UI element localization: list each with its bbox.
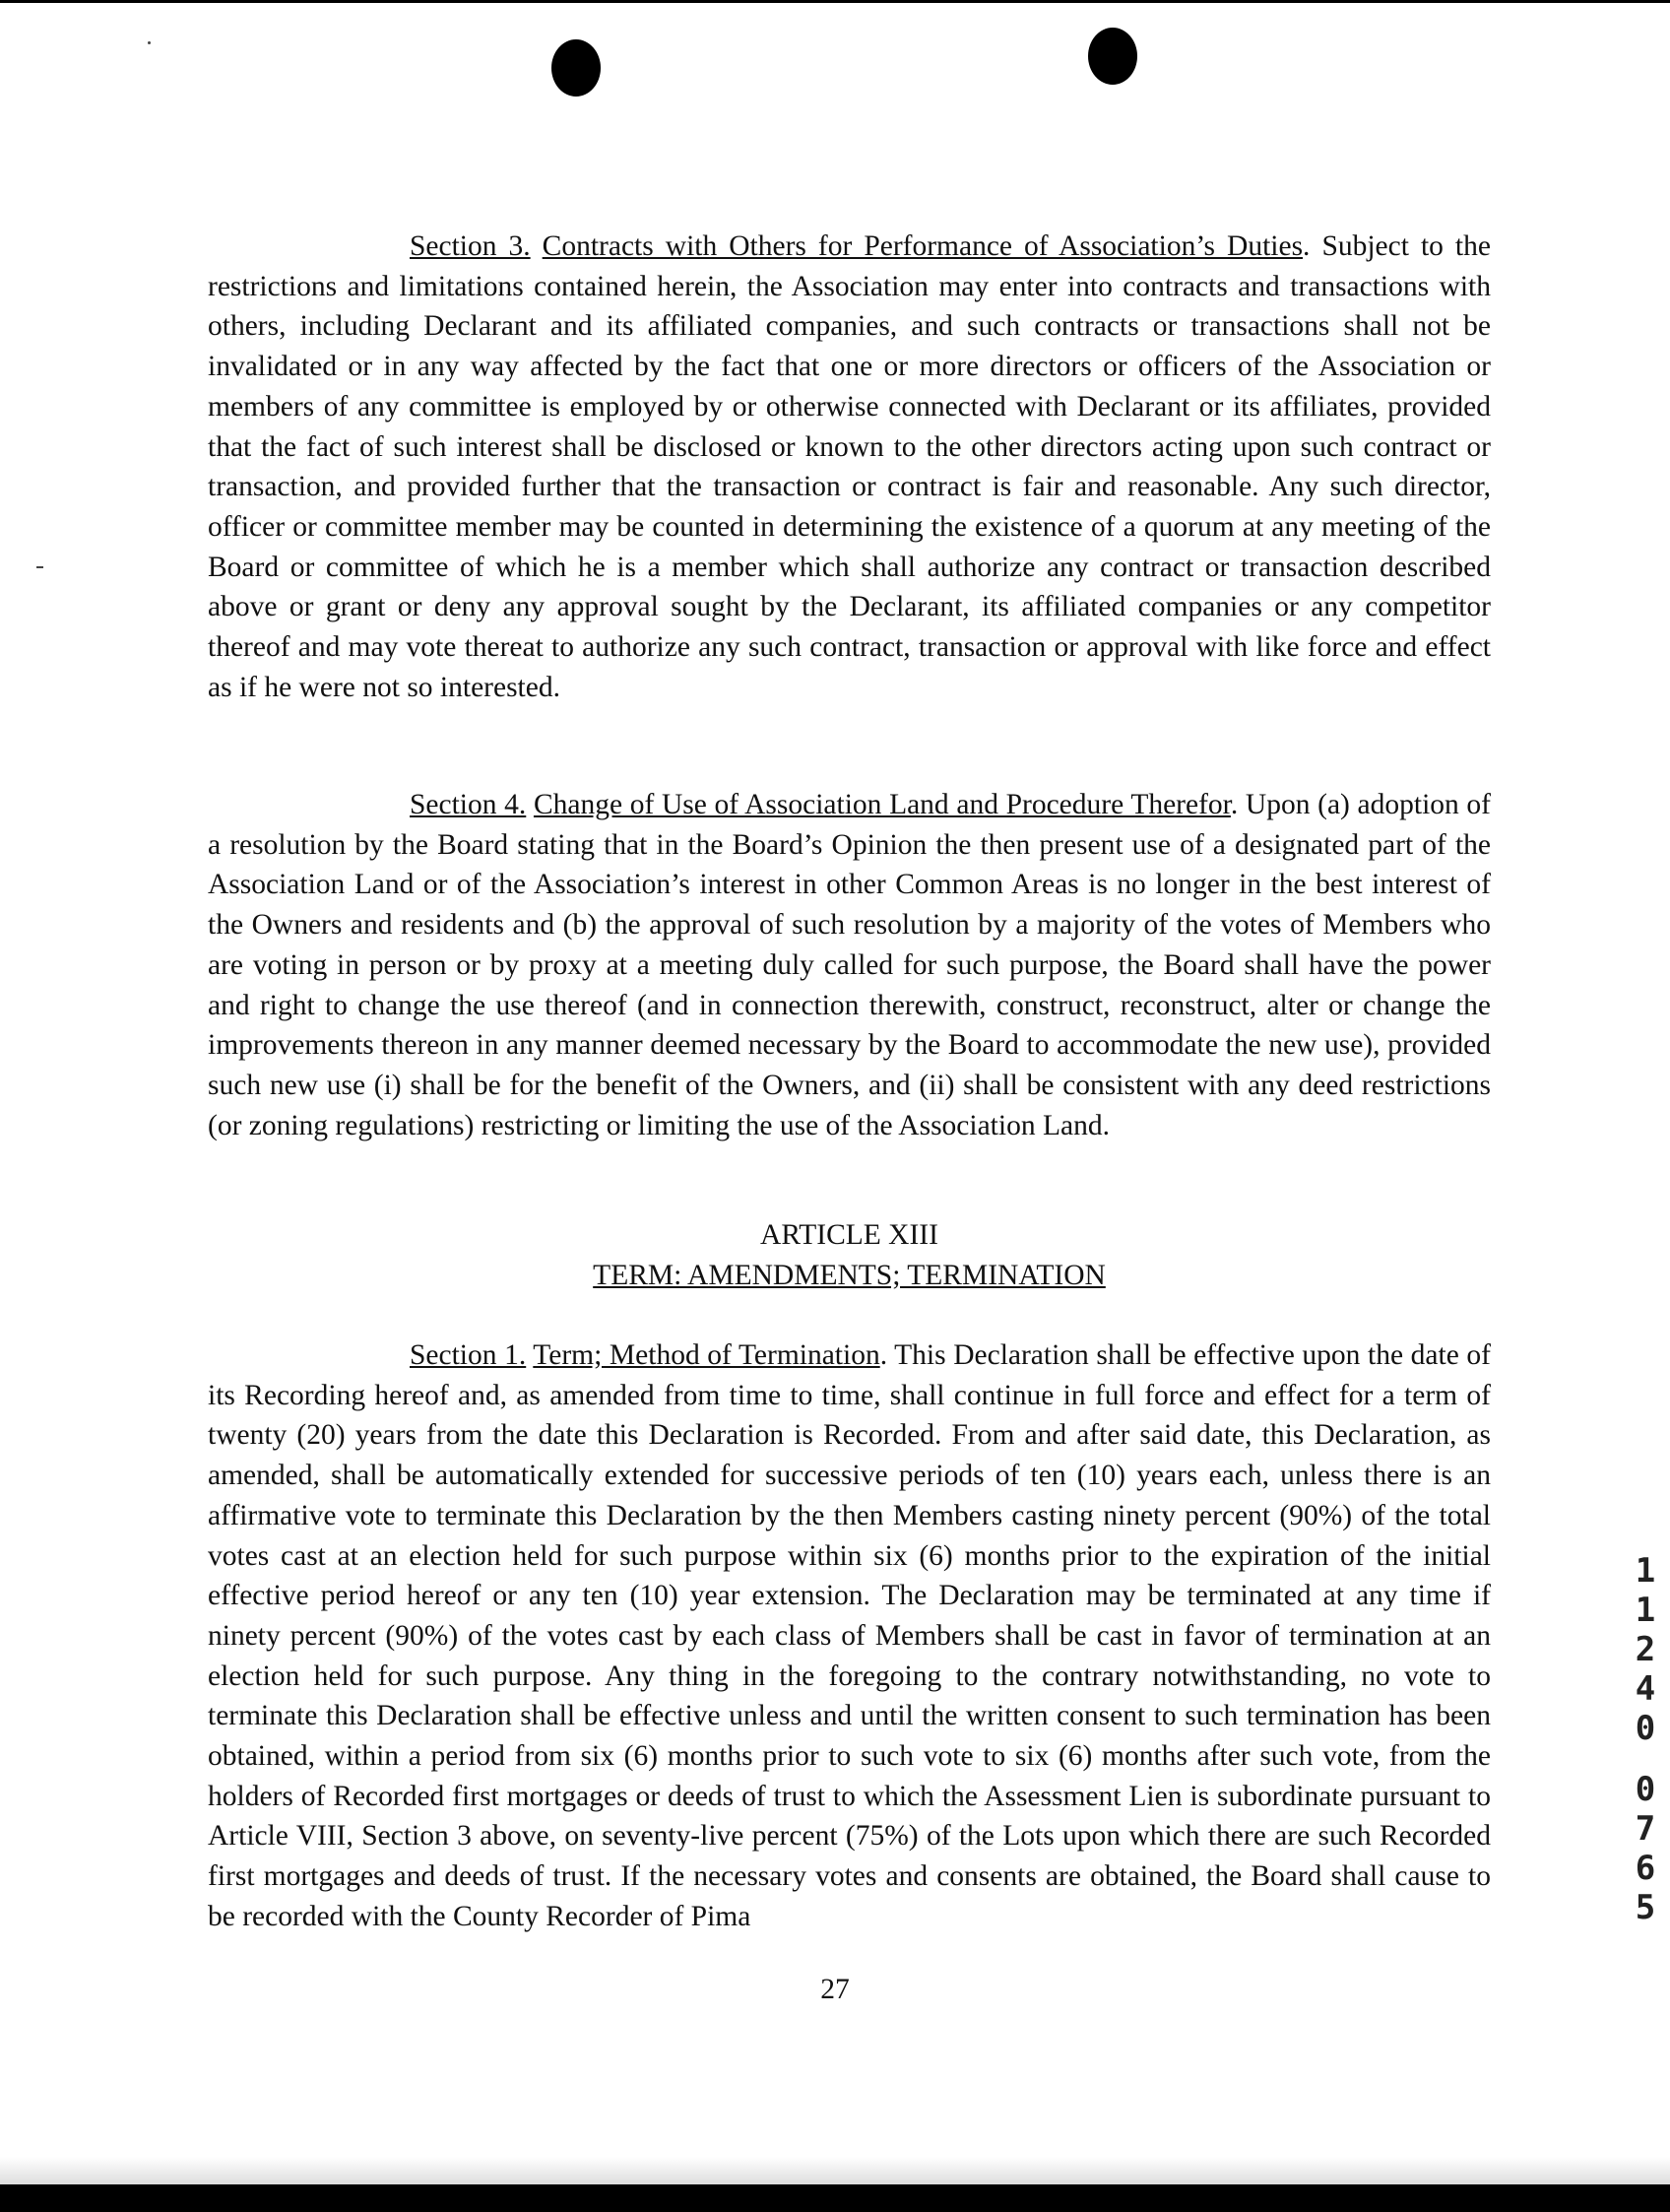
section-4-title: Change of Use of Association Land and Procedure Therefor [533, 789, 1231, 820]
docket-digit: 0 [1635, 1709, 1656, 1748]
scan-bottom-shadow [0, 2157, 1670, 2184]
page-digit: 7 [1635, 1809, 1656, 1849]
article-number: ARTICLE XIII [760, 1219, 938, 1251]
section-3-title: Contracts with Others for Performance of Association’s Duties [542, 230, 1304, 262]
section-1-paragraph [208, 1335, 1491, 1937]
article-heading [208, 1215, 1491, 1295]
scan-bottom-bar [0, 2184, 1670, 2212]
page-digit: 5 [1635, 1888, 1656, 1927]
section-4-paragraph [208, 785, 1491, 1145]
docket-digit: 1 [1635, 1591, 1656, 1630]
page-digit: 0 [1635, 1770, 1656, 1809]
section-1-text: . This Declaration shall be effective upon the date of its Recording hereof and, as amended from time to time, shall continue in full force and effect for a term of twenty (20) years from the date this Declaration is Recorded. From and after said date, this Declaration, as amended, shall be automatically extended for successive periods of ten (10) years each, unless there is an affirmative vote to terminate this Declaration by the then Members casting ninety percent (90%) of the total votes cast at an election held for such purpose within six (6) months prior to the expiration of the initial effective period hereof or any ten (10) year extension. The Declaration may be terminated at any time if ninety percent (90%) of the votes cast by each class of Members shall be cast in favor of termination at an election held for such purpose. Any thing in the foregoing to the contrary notwithstanding, no vote to terminate this Declaration shall be effective unless and until the written consent to such termination has been obtained, within a period from six (6) months prior to such vote to six (6) months after such vote, from the holders of Recorded first mortgages or deeds of trust to which the Assessment Lien is subordinate pursuant to Article VIII, Section 3 above, on seventy-live percent (75%) of the Lots upon which there are such Recorded first mortgages and deeds of trust. If the necessary votes and consents are obtained, the Board shall cause to be recorded with the County Recorder of Pima [208, 1339, 1491, 1932]
section-4-number: Section 4. [410, 789, 527, 820]
scan-speck [36, 566, 43, 568]
section-4-text: . Upon (a) adoption of a resolution by the Board stating that in the Board’s Opinion the then present use of a designated part of the Association Land or of the Association’s interest in other Common Areas is no longer in the best interest of the Owners and residents and (b) the approval of such resolution by a majority of the votes of Members who are voting in person or by proxy at a meeting duly called for such purpose, the Board shall have the power and right to change the use thereof (and in connection therewith, construct, reconstruct, alter or change the improvements thereon in any manner deemed necessary by the Board to accommodate the new use), provided such new use (i) shall be for the benefit of the Owners, and (ii) shall be consistent with any deed restrictions (or zoning regulations) restricting or limiting the use of the Association Land. [208, 789, 1492, 1141]
article-title: TERM: AMENDMENTS; TERMINATION [593, 1259, 1106, 1291]
top-edge-rule [0, 0, 1670, 3]
docket-digit: 2 [1635, 1630, 1656, 1669]
docket-digit: 1 [1635, 1551, 1656, 1591]
page-digit: 6 [1635, 1849, 1656, 1888]
punch-hole-left [551, 39, 601, 97]
scan-speck [148, 41, 151, 44]
punch-hole-right [1088, 28, 1137, 85]
section-3-number: Section 3. [410, 230, 531, 262]
section-1-number: Section 1. [410, 1339, 527, 1371]
recording-stamp-number [1629, 1551, 1662, 1927]
section-1-title: Term; Method of Termination [533, 1339, 880, 1371]
section-3-text: . Subject to the restrictions and limitations contained herein, the Association may enter into contracts and transactions with others, including Declarant and its affiliated companies, and such contracts or transactions shall not be invalidated or in any way affected by the fact that one or more directors or officers of the Association or members of any committee is employed by or otherwise connected with Declarant or its affiliates, provided that the fact of such interest shall be disclosed or known to the other directors acting upon such contract or transaction, and provided further that the transaction or contract is fair and reasonable. Any such director, officer or committee member may be counted in determining the existence of a quorum at any meeting of the Board or committee of which he is a member which shall authorize any contract or transaction described above or grant or deny any approval sought by the Declarant, its affiliated companies or any competitor thereof and may vote thereat to authorize any such contract, transaction or approval with like force and effect as if he were not so interested. [208, 230, 1491, 703]
section-3-paragraph [208, 227, 1491, 707]
docket-digit: 4 [1635, 1669, 1656, 1709]
page-number: 27 [820, 1974, 850, 2005]
